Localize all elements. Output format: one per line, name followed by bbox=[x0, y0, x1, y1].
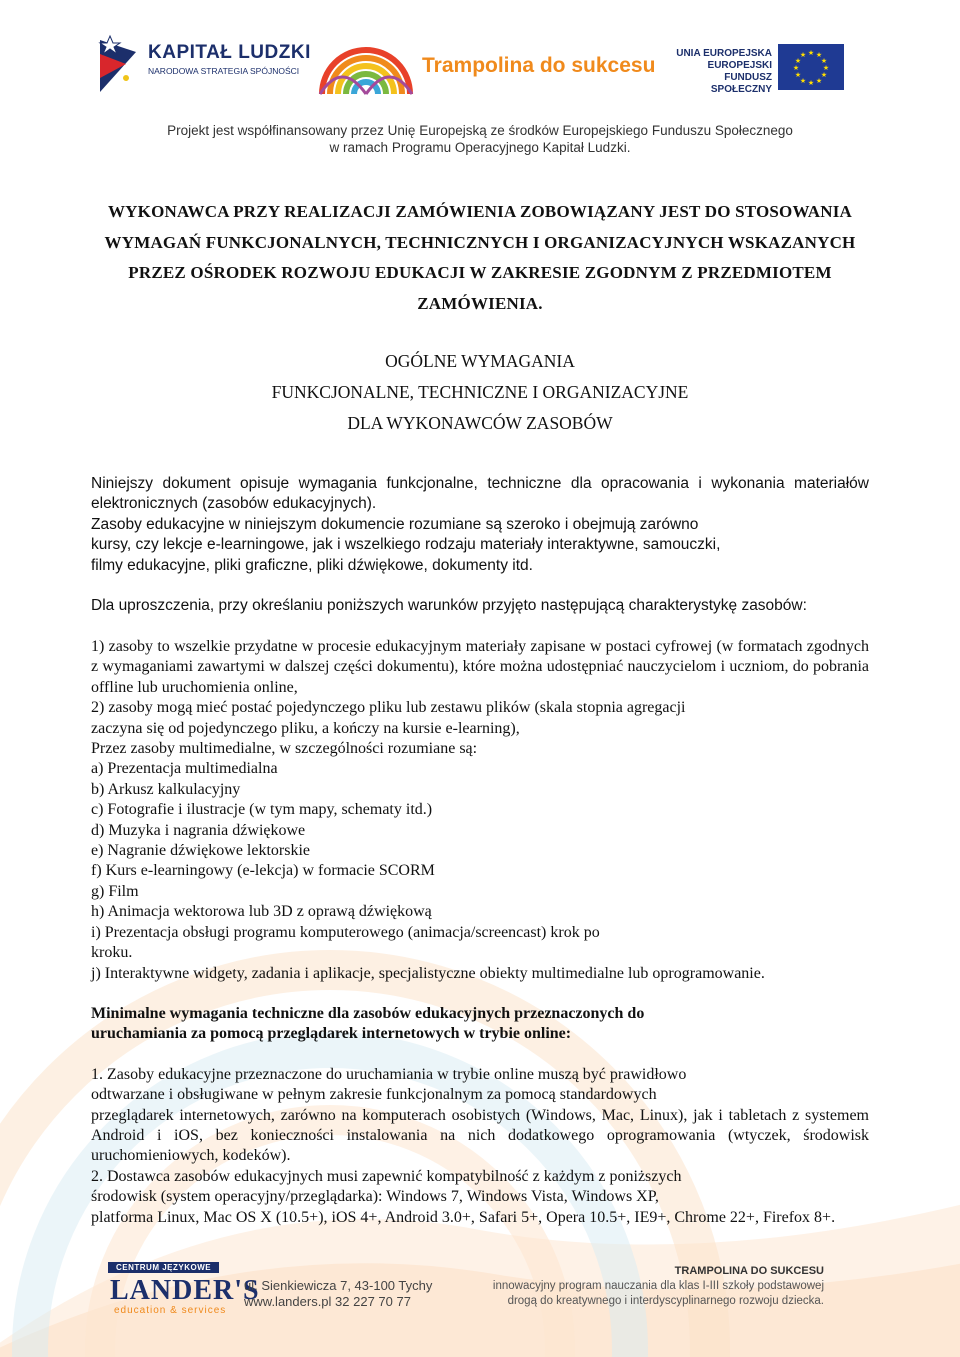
list-item: e) Nagranie dźwiękowe lektorskie bbox=[91, 842, 311, 860]
kapital-ludzki-title: KAPITAŁ LUDZKI bbox=[148, 42, 311, 63]
centrum-jezykowe-label: CENTRUM JĘZYKOWE bbox=[108, 1262, 219, 1273]
svg-text:★: ★ bbox=[820, 71, 828, 79]
list-item: d) Muzyka i nagrania dźwiękowe bbox=[91, 821, 306, 839]
subtitle-line: OGÓLNE WYMAGANIA bbox=[385, 351, 575, 371]
multimedia-intro: Przez zasoby multimedialne, w szczególności rozumiane są: bbox=[91, 740, 478, 758]
requirement-line: środowisk (system operacyjny/przeglądarka): Windows 7, Windows Vista, Windows XP, bbox=[91, 1188, 659, 1206]
requirement-line: 2. Dostawca zasobów edukacyjnych musi zapewnić kompatybilność z każdym z poniższych bbox=[91, 1167, 682, 1185]
characteristic-line: 2) zasoby mogą mieć postać pojedynczego pliku lub zestawu plików (skala stopnia agregacji bbox=[91, 699, 686, 717]
footer-trampolina-title: TRAMPOLINA DO SUKCESU bbox=[674, 1265, 824, 1277]
svg-text:★: ★ bbox=[815, 77, 823, 85]
eu-line-1: UNIA EUROPEJSKA bbox=[676, 48, 772, 59]
eu-logo bbox=[676, 44, 846, 94]
svg-text:★: ★ bbox=[807, 79, 815, 87]
trampolina-title: Trampolina do sukcesu bbox=[422, 54, 656, 77]
address-line: ul. Sienkiewicza 7, 43-100 Tychy bbox=[244, 1278, 433, 1293]
kapital-ludzki-emblem-icon bbox=[96, 34, 142, 96]
title-line: WYKONAWCA PRZY REALIZACJI ZAMÓWIENIA ZOBOWIĄZANY JEST DO STOSOWANIA bbox=[107, 202, 853, 221]
list-item: f) Kurs e-learningowy (e-lekcja) w formacie SCORM bbox=[91, 862, 435, 880]
svg-text:★: ★ bbox=[807, 49, 815, 57]
document-subtitle bbox=[90, 346, 870, 439]
subtitle-line: FUNKCJONALNE, TECHNICZNE I ORGANIZACYJNE bbox=[271, 382, 689, 402]
landers-tagline: education & services bbox=[114, 1305, 227, 1316]
list-item: h) Animacja wektorowa lub 3D z oprawą dźwiękową bbox=[91, 903, 432, 921]
requirement-2-rest: platforma Linux, Mac OS X (10.5+), iOS 4+, Android 3.0+, Safari 5+, Opera 10.5+, IE9+, Chrome 22+, Firefox 8+. bbox=[91, 1208, 836, 1226]
technical-heading-line: Minimalne wymagania techniczne dla zasobów edukacyjnych przeznaczonych do bbox=[91, 1004, 645, 1022]
list-item: b) Arkusz kalkulacyjny bbox=[91, 780, 241, 798]
list-item: i) Prezentacja obsługi programu komputerowego (animacja/screencast) krok po bbox=[91, 923, 600, 941]
page-footer bbox=[108, 1262, 848, 1322]
trampolina-logo bbox=[318, 40, 656, 100]
title-line: WYMAGAŃ FUNKCJONALNYCH, TECHNICZNYCH I ORGANIZACYJNYCH WSKAZANYCH bbox=[104, 232, 856, 252]
list-item: g) Film bbox=[91, 882, 139, 900]
intro-section bbox=[91, 474, 869, 616]
eu-flag-icon bbox=[778, 44, 844, 90]
svg-text:★: ★ bbox=[822, 64, 830, 72]
footer-trampolina-line: drogą do kreatywnego i interdyscyplinarnego rozwoju dziecka. bbox=[507, 1295, 824, 1307]
svg-text:★: ★ bbox=[815, 51, 823, 59]
intro-line: filmy edukacyjne, pliki graficzne, pliki dźwiękowe, dokumenty itd. bbox=[91, 556, 533, 574]
cofunding-line-1: Projekt jest współfinansowany przez Unię Europejską ze środków Europejskiego Funduszu Społecznego bbox=[167, 123, 793, 138]
web-phone-line: www.landers.pl 32 227 70 77 bbox=[244, 1294, 411, 1309]
title-line: PRZEZ OŚRODEK ROZWOJU EDUKACJI W ZAKRESIE ZGODNYM Z PRZEDMIOTEM bbox=[128, 263, 832, 282]
svg-text:★: ★ bbox=[792, 64, 800, 72]
svg-text:★: ★ bbox=[799, 77, 807, 85]
intro-line: kursy, czy lekcje e-learningowe, jak i wszelkiego rodzaju materiały interaktywne, samouczki, bbox=[91, 536, 721, 554]
list-item: a) Prezentacja multimedialna bbox=[91, 760, 278, 778]
characteristics-section bbox=[91, 637, 869, 1228]
svg-text:★: ★ bbox=[799, 51, 807, 59]
list-item: kroku. bbox=[91, 944, 133, 962]
kapital-ludzki-subtitle: NARODOWA STRATEGIA SPÓJNOŚCI bbox=[148, 66, 300, 76]
intro-line: Zasoby edukacyjne w niniejszym dokumencie rozumiane są szeroko i obejmują zarówno bbox=[91, 515, 699, 533]
requirement-1-rest: przeglądarek internetowych, zarówno na komputerach osobistych (Windows, Mac, Linux), jak i tabletach z systemem Android i iOS, bez konieczności instalowania na nich dodatkowego oprogramowania (wtyczek, środowisk uruchomieniowych, kodeków). bbox=[91, 1106, 869, 1165]
technical-heading-line: uruchamiania za pomocą przeglądarek internetowych w trybie online: bbox=[91, 1025, 572, 1043]
footer-address bbox=[244, 1278, 432, 1310]
cofunding-line-2: w ramach Programu Operacyjnego Kapitał Ludzki. bbox=[329, 140, 631, 155]
eu-text bbox=[676, 48, 772, 96]
footer-trampolina bbox=[468, 1264, 824, 1309]
list-item: j) Interaktywne widgety, zadania i aplikacje, specjalistyczne obiekty multimedialne lub oprogramowanie. bbox=[91, 964, 765, 982]
svg-text:★: ★ bbox=[794, 71, 802, 79]
list-item: c) Fotografie i ilustracje (w tym mapy, schematy itd.) bbox=[91, 801, 433, 819]
intro-paragraph-1: Niniejszy dokument opisuje wymagania funkcjonalne, techniczne dla opracowania i wykonania materiałów elektronicznych (zasobów edukacyjnych). bbox=[91, 475, 869, 513]
svg-text:★: ★ bbox=[820, 57, 828, 65]
eu-line-2: EUROPEJSKI bbox=[707, 60, 772, 71]
requirement-line: 1. Zasoby edukacyjne przeznaczone do uruchamiania w trybie online muszą być prawidłowo bbox=[91, 1065, 687, 1083]
svg-text:★: ★ bbox=[794, 57, 802, 65]
requirement-line: odtwarzane i obsługiwane w pełnym zakresie funkcjonalnym za pomocą standardowych bbox=[91, 1086, 657, 1104]
cofunding-note bbox=[0, 122, 960, 156]
title-line: ZAMÓWIENIA. bbox=[417, 293, 543, 313]
characteristic-line: zaczyna się od pojedynczego pliku, a kończy na kursie e-learning), bbox=[91, 719, 520, 737]
characteristic-item-1: 1) zasoby to wszelkie przydatne w procesie edukacyjnym materiały zapisane w postaci cyfrowej (w formatach zgodnych z wymaganiami zawartymi w dalszej części dokumentu), które można udostępniać nauczycielom i uczniom, do pobrania offline lub uruchomienia online, bbox=[91, 638, 869, 696]
rainbow-arcs-icon bbox=[318, 40, 414, 96]
subtitle-line: DLA WYKONAWCÓW ZASOBÓW bbox=[347, 413, 613, 433]
document-title bbox=[90, 197, 870, 319]
eu-line-3: FUNDUSZ SPOŁECZNY bbox=[710, 72, 772, 95]
landers-logo: LANDER'S bbox=[110, 1275, 260, 1306]
footer-trampolina-line: innowacyjny program nauczania dla klas I-III szkoły podstawowej bbox=[492, 1280, 824, 1292]
kapital-ludzki-logo bbox=[96, 34, 311, 96]
intro-paragraph-3: Dla uproszczenia, przy określaniu poniższych warunków przyjęto następującą charakterystykę zasobów: bbox=[91, 597, 807, 615]
